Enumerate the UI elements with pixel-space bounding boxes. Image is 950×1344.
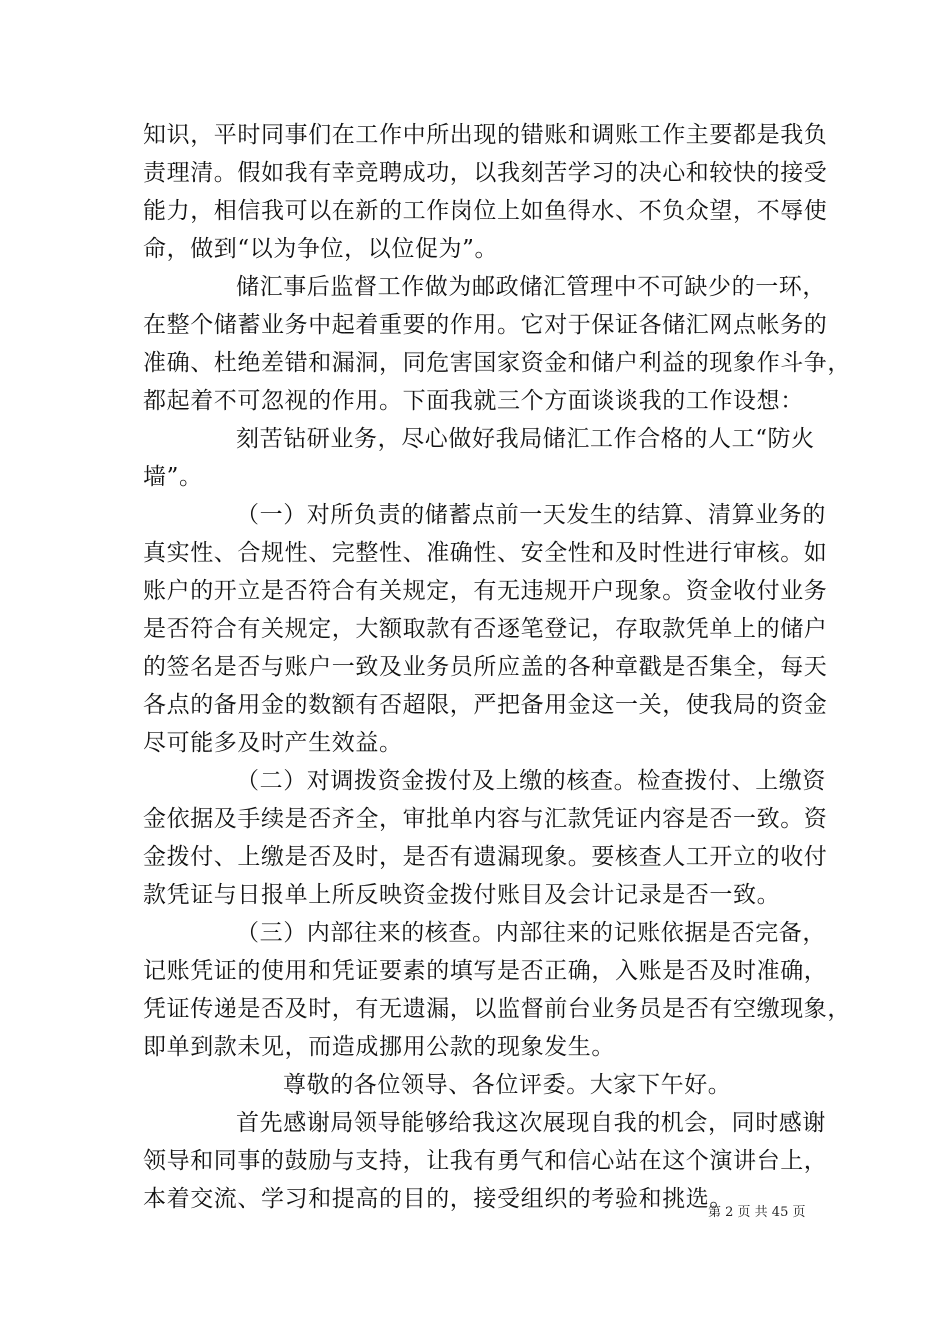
text-line: 金拨付、上缴是否及时，是否有遗漏现象。要核查人工开立的收付: [143, 844, 828, 870]
text-line: 各点的备用金的数额有否超限，严把备用金这一关，使我局的资金: [143, 692, 828, 718]
paragraph-start-line: 首先感谢局领导能够给我这次展现自我的机会，同时感谢: [236, 1110, 826, 1136]
text-line: 准确、杜绝差错和漏洞，同危害国家资金和储户利益的现象作斗争，: [143, 350, 851, 376]
text-line: 是否符合有关规定，大额取款有否逐笔登记，存取款凭单上的储户: [143, 616, 828, 642]
text-line: 本着交流、学习和提高的目的，接受组织的考验和挑选。: [143, 1186, 733, 1212]
text-line: 命，做到“以为争位，以位促为”。: [143, 236, 499, 262]
text-line: 都起着不可忽视的作用。下面我就三个方面谈谈我的工作设想：: [143, 388, 804, 414]
paragraph-start-line: 储汇事后监督工作做为邮政储汇管理中不可缺少的一环，: [236, 274, 826, 300]
text-line: 尽可能多及时产生效益。: [143, 730, 403, 756]
text-line: 在整个储蓄业务中起着重要的作用。它对于保证各储汇网点帐务的: [143, 312, 828, 338]
section-heading-three: （三）内部往来的核查。内部往来的记账依据是否完备，: [236, 920, 826, 946]
text-line: 记账凭证的使用和凭证要素的填写是否正确，入账是否及时准确，: [143, 958, 828, 984]
text-line: 即单到款未见，而造成挪用公款的现象发生。: [143, 1034, 615, 1060]
text-line: 真实性、合规性、完整性、准确性、安全性和及时性进行审核。如: [143, 540, 828, 566]
greeting-line: 尊敬的各位领导、各位评委。大家下午好。: [283, 1072, 732, 1098]
text-line: 能力，相信我可以在新的工作岗位上如鱼得水、不负众望，不辱使: [143, 198, 828, 224]
text-line: 知识，平时同事们在工作中所出现的错账和调账工作主要都是我负: [143, 122, 828, 148]
text-line: 的签名是否与账户一致及业务员所应盖的各种章戳是否集全，每天: [143, 654, 828, 680]
text-line: 墙”。: [143, 464, 203, 490]
text-line: 责理清。假如我有幸竞聘成功，以我刻苦学习的决心和较快的接受: [143, 160, 828, 186]
section-heading-two: （二）对调拨资金拨付及上缴的核查。检查拨付、上缴资: [236, 768, 826, 794]
text-line: 金依据及手续是否齐全，审批单内容与汇款凭证内容是否一致。资: [143, 806, 828, 832]
section-heading-one: （一）对所负责的储蓄点前一天发生的结算、清算业务的: [236, 502, 826, 528]
text-line: 账户的开立是否符合有关规定，有无违规开户现象。资金收付业务: [143, 578, 828, 604]
text-line: 款凭证与日报单上所反映资金拨付账目及会计记录是否一致。: [143, 882, 781, 908]
text-line: 凭证传递是否及时，有无遗漏，以监督前台业务员是否有空缴现象，: [143, 996, 851, 1022]
paragraph-start-line: 刻苦钻研业务，尽心做好我局储汇工作合格的人工“防火: [236, 426, 815, 452]
text-line: 领导和同事的鼓励与支持，让我有勇气和信心站在这个演讲台上，: [143, 1148, 828, 1174]
page-number: 第 2 页 共 45 页: [708, 1205, 806, 1220]
